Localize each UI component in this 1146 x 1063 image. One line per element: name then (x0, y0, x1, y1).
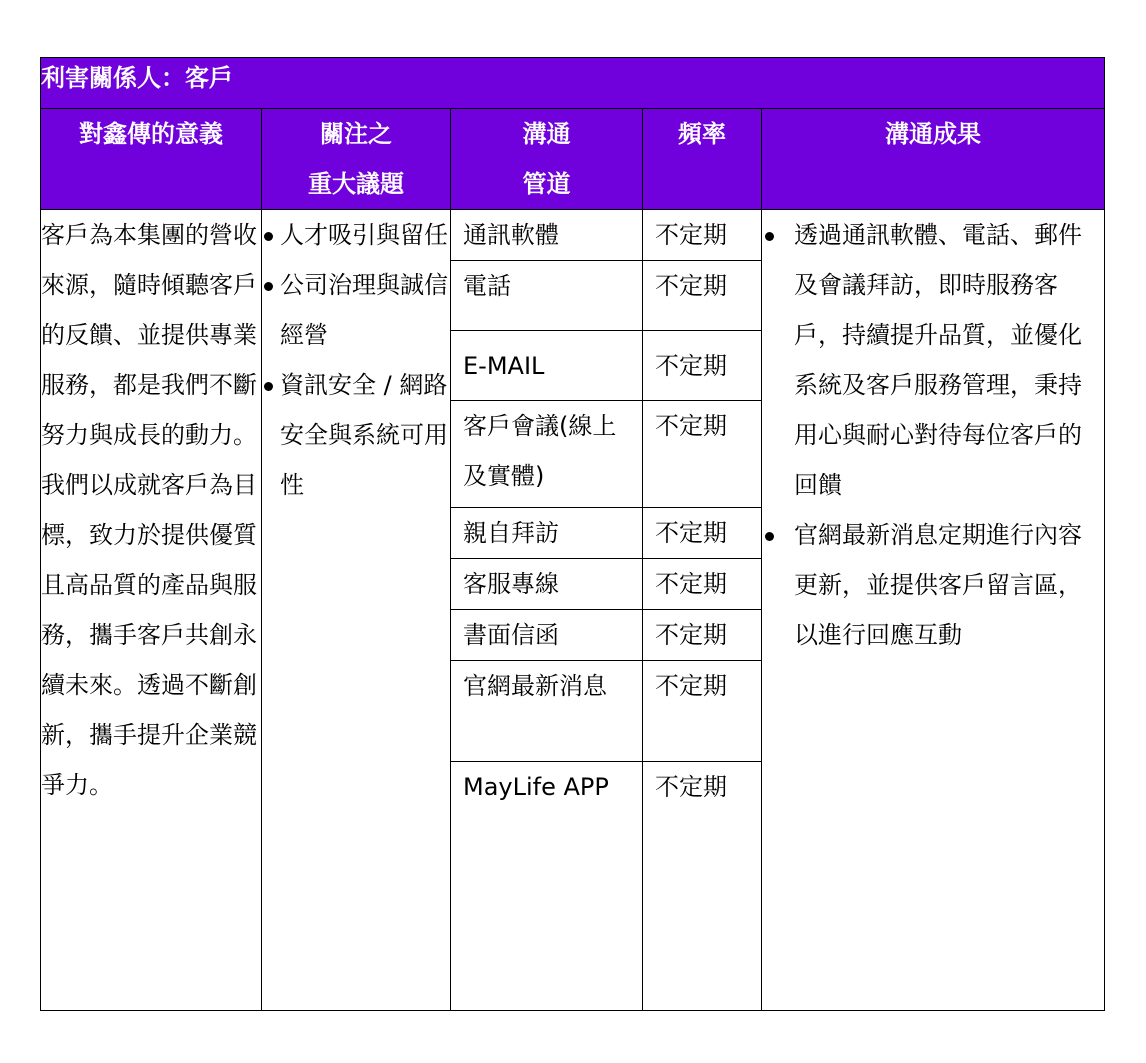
channel-name: 客服專線 (451, 559, 642, 610)
result-item: 官網最新消息定期進行內容更新，並提供客戶留言區，以進行回應互動 (762, 510, 1104, 660)
meaning-cell (41, 210, 262, 1011)
issues-cell (262, 210, 451, 1011)
results-cell (762, 210, 1105, 1011)
issue-item: 資訊安全 / 網路安全與系統可用性 (262, 360, 450, 510)
channel-frequency: 不定期 (643, 261, 761, 331)
header-issues (262, 109, 451, 210)
frequency-cell (643, 210, 762, 1011)
results-list (762, 210, 1104, 660)
result-item: 透過通訊軟體、電話、郵件及會議拜訪，即時服務客戶，持續提升品質，並優化系統及客戶服務管理，秉持用心與耐心對待每位客戶的回饋 (762, 210, 1104, 510)
channel-name: 書面信函 (451, 610, 642, 661)
header-issues-line1: 關注之 (320, 120, 392, 148)
meaning-paragraph-1: 客戶為本集團的營收來源，隨時傾聽客戶的反饋、並提供專業服務，都是我們不斷努力與成長的動力。 (41, 221, 257, 449)
channel-frequency: 不定期 (643, 401, 761, 508)
channel-frequency: 不定期 (643, 508, 761, 559)
header-channels-line2: 管道 (522, 170, 571, 198)
issues-list (262, 210, 450, 510)
channel-frequency: 不定期 (643, 661, 761, 762)
channel-name: 親自拜訪 (451, 508, 642, 559)
channel-frequency: 不定期 (655, 773, 727, 801)
table-title: 利害關係人：客戶 (41, 58, 1105, 109)
header-channels (451, 109, 643, 210)
issue-item: 人才吸引與留任 (262, 210, 450, 260)
frequency-list (643, 210, 761, 1010)
channel-frequency: 不定期 (643, 331, 761, 401)
channel-frequency: 不定期 (643, 210, 761, 261)
channels-cell (451, 210, 643, 1011)
header-frequency: 頻率 (643, 109, 762, 210)
header-results: 溝通成果 (762, 109, 1105, 210)
channel-name: 通訊軟體 (451, 210, 642, 261)
header-issues-line2: 重大議題 (308, 170, 404, 198)
meaning-paragraph-2: 我們以成就客戶為目標，致力於提供優質且高品質的產品與服務，攜手客戶共創永續未來。透過不斷創新，攜手提升企業競爭力。 (41, 471, 257, 799)
stakeholder-table (40, 57, 1105, 1011)
channel-name: 官網最新消息 (451, 661, 642, 762)
channel-name: E-MAIL (451, 331, 642, 401)
header-meaning: 對鑫傳的意義 (41, 109, 262, 210)
issue-item: 公司治理與誠信經營 (262, 260, 450, 360)
channel-frequency: 不定期 (643, 559, 761, 610)
channels-list (451, 210, 642, 1010)
header-channels-line1: 溝通 (522, 120, 571, 148)
channel-frequency: 不定期 (643, 610, 761, 661)
channel-name: 電話 (451, 261, 642, 331)
channel-name: 客戶會議(線上及實體) (451, 401, 642, 508)
channel-name: MayLife APP (463, 773, 609, 801)
